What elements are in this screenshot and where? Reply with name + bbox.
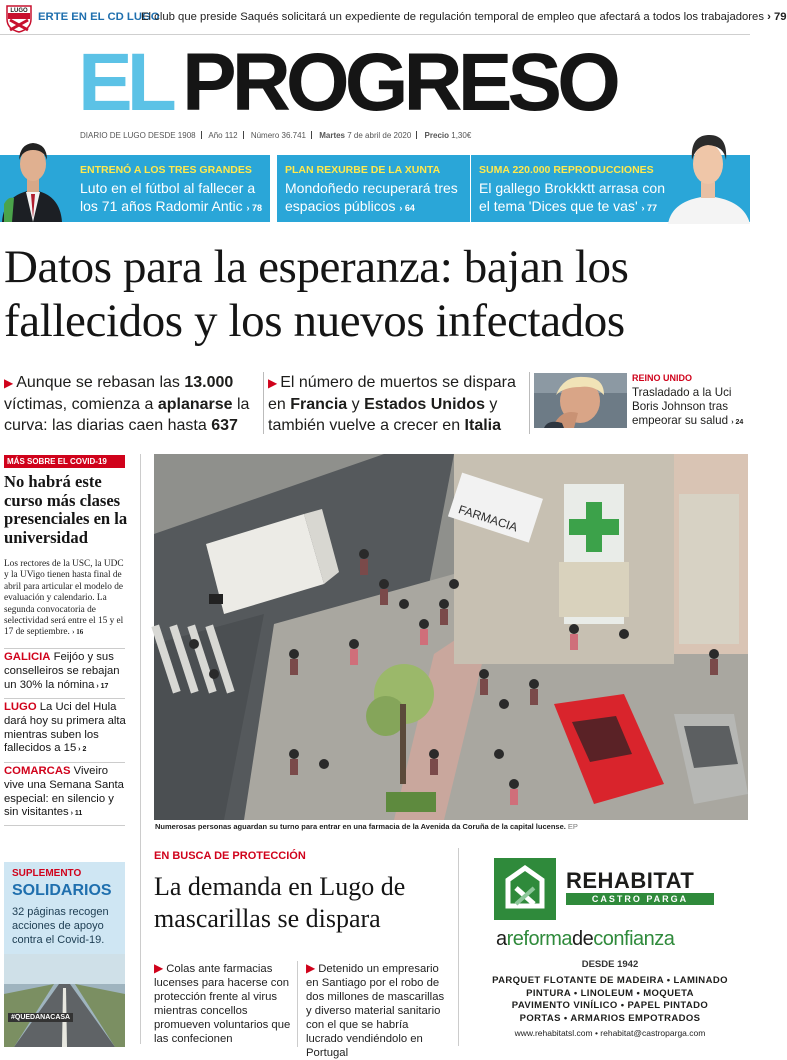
cd-lugo-crest-icon bbox=[4, 3, 34, 33]
brief-kicker: COMARCAS bbox=[4, 765, 71, 777]
logo-el: EL bbox=[78, 37, 171, 128]
ad-service-line: PAVIMENTO VINÍLICO • PAPEL PINTADO bbox=[511, 1000, 709, 1011]
divider bbox=[4, 648, 125, 649]
supplement-title: SOLIDARIOS bbox=[12, 882, 112, 899]
slogan-part: confianza bbox=[593, 928, 675, 950]
ad-brand: REHABITAT bbox=[566, 868, 695, 893]
promo-text bbox=[479, 180, 674, 217]
antic-portrait bbox=[0, 134, 66, 224]
subhead-text: la curva: las diarias caen hasta bbox=[4, 396, 250, 434]
slogan-part: a bbox=[496, 928, 507, 950]
column-divider bbox=[458, 848, 459, 1046]
brief-comarcas[interactable] bbox=[4, 765, 129, 821]
brief-kicker: LUGO bbox=[4, 701, 37, 713]
promo-kicker: PLAN REXURBE DE LA XUNTA bbox=[285, 164, 441, 176]
promo-page: › 78 bbox=[246, 202, 263, 213]
ad-since: DESDE 1942 bbox=[581, 959, 639, 970]
masks-column-1[interactable] bbox=[154, 961, 294, 1046]
brief-page: › 11 bbox=[68, 810, 83, 818]
slogan-part: de bbox=[572, 928, 594, 950]
folio-number: Número 36.741 bbox=[250, 131, 306, 140]
column-divider bbox=[529, 372, 530, 434]
folio-day: Martes bbox=[319, 131, 346, 140]
subhead-text: Aunque se rebasan las bbox=[16, 374, 185, 391]
subhead-strong: 13.000 bbox=[184, 374, 234, 391]
photo-credit: EP bbox=[567, 822, 578, 831]
promo-page: › 77 bbox=[641, 202, 658, 213]
subhead-text: y también vuelve a crecer en bbox=[268, 396, 498, 434]
supplement-body: 32 páginas recogen acciones de apoyo contra el Covid-19. bbox=[12, 906, 109, 946]
ad-slogan bbox=[496, 928, 674, 951]
university-page: › 16 bbox=[72, 628, 84, 637]
promo-kicker: SUMA 220.000 REPRODUCCIONES bbox=[479, 164, 654, 176]
masks-column-2[interactable] bbox=[306, 961, 446, 1060]
folio-since: DIARIO DE LUGO DESDE 1908 bbox=[80, 131, 196, 140]
subhead-strong: Estados Unidos bbox=[364, 396, 485, 413]
rehabitat-ad[interactable] bbox=[470, 848, 750, 1046]
uk-kicker: REINO UNIDO bbox=[632, 373, 693, 383]
masthead-logo[interactable] bbox=[78, 38, 672, 128]
masks-column-text: Colas ante farmacias lucenses para hacerse con protección frente al virus mientras concellos promueven voluntarios que las confecionen bbox=[154, 963, 291, 1045]
university-headline[interactable]: No habrá este curso más clases presenciales en la universidad bbox=[4, 472, 128, 547]
folio-date: 7 de abril de 2020 bbox=[347, 131, 412, 140]
divider bbox=[4, 762, 125, 763]
hashtag-badge: #QUEDANACASA bbox=[8, 1013, 73, 1022]
photo-caption bbox=[155, 822, 578, 831]
promo-headline: Mondoñedo recuperará tres espacios públicos bbox=[285, 180, 458, 214]
ad-services bbox=[470, 975, 750, 1025]
supplement-kicker: SUPLEMENTO bbox=[12, 868, 82, 879]
brief-text: La Uci del Hula dará hoy su primera alta mientras suben los fallecidos a 15 bbox=[4, 701, 126, 755]
promo-mondonedo[interactable] bbox=[277, 155, 470, 222]
arrow-icon: ▶ bbox=[268, 376, 278, 390]
brief-page: › 17 bbox=[94, 682, 109, 690]
university-body-text: Los rectores de la USC, la UDC y la UVigo tienen hasta final de abril para articular el modelo de evaluación y calendario. La segunda convocatoria de selectividad será entre el 15 y el 17 de septiembre. bbox=[4, 559, 124, 638]
brief-lugo[interactable] bbox=[4, 701, 129, 757]
subhead-strong: 637 bbox=[211, 417, 238, 434]
folio-line bbox=[80, 131, 680, 140]
folio-price: 1,30€ bbox=[451, 131, 472, 140]
ad-brand-sub: CASTRO PARGA bbox=[566, 893, 714, 905]
folio-price-label: Precio bbox=[424, 131, 450, 140]
promo-headline: Luto en el fútbol al fallecer a los 71 años Radomir Antic bbox=[80, 180, 256, 214]
arrow-icon: ▶ bbox=[4, 376, 14, 390]
promo-page: › 64 bbox=[399, 202, 415, 213]
top-teaser-body: El club que preside Saqués solicitará un expediente de regulación temporal de empleo que afectará a todos los trabajadores bbox=[141, 11, 764, 23]
subhead-text: y bbox=[347, 396, 365, 413]
lead-subhead-world[interactable] bbox=[268, 372, 524, 436]
column-divider bbox=[140, 454, 141, 1044]
uk-brief-page: › 24 bbox=[731, 419, 744, 426]
uk-brief[interactable] bbox=[632, 386, 750, 430]
promo-text bbox=[80, 180, 265, 217]
johnson-photo bbox=[534, 373, 627, 428]
brief-galicia[interactable] bbox=[4, 651, 129, 693]
ad-service-line: PORTAS • ARMARIOS EMPOTRADOS bbox=[519, 1012, 701, 1024]
pharmacy-queue-photo[interactable] bbox=[154, 454, 748, 820]
brief-page: › 2 bbox=[76, 746, 87, 754]
subhead-text: víctimas, comienza a bbox=[4, 396, 158, 413]
ad-service-line: PINTURA • LINOLEUM • MOQUETA bbox=[526, 987, 694, 999]
university-body bbox=[4, 559, 129, 639]
promo-headline: El gallego Brokkktt arrasa con el tema 'Dices que te vas' bbox=[479, 180, 665, 214]
column-divider bbox=[297, 961, 298, 1047]
top-teaser-text[interactable] bbox=[141, 11, 787, 23]
brief-text: Viveiro vive una Semana Santa especial: en silencio y sin visitantes bbox=[4, 765, 124, 819]
lead-subhead-spain[interactable] bbox=[4, 372, 260, 436]
uk-brief-text: Trasladado a la Uci Boris Johnson tras empeorar su salud bbox=[632, 386, 732, 427]
brief-text: Feijóo y sus conselleiros se rebajan un 30% la nómina bbox=[4, 651, 120, 691]
subhead-strong: aplanarse bbox=[157, 396, 233, 413]
top-teaser-page: › 79 bbox=[767, 11, 787, 23]
brief-kicker: GALICIA bbox=[4, 651, 51, 663]
slogan-part: reforma bbox=[506, 928, 573, 950]
divider bbox=[4, 825, 125, 826]
subhead-text: El número de muertos se dispara en bbox=[268, 374, 516, 413]
masks-column-text: Detenido un empresario en Santiago por el robo de dos millones de mascarillas y diverso material sanitario con el que se habría lucrado vendiéndolo en Portugal bbox=[306, 963, 445, 1059]
promo-kicker: ENTRENÓ A LOS TRES GRANDES bbox=[80, 164, 252, 176]
supplement-promo[interactable] bbox=[4, 862, 125, 1047]
article-kicker: EN BUSCA DE PROTECCIÓN bbox=[154, 850, 306, 862]
logo-progreso: PROGRESO bbox=[182, 37, 616, 128]
lead-headline[interactable]: Datos para la esperanza: bajan los fallecidos y los nuevos infectados bbox=[4, 241, 629, 347]
empty-road-image bbox=[4, 954, 125, 1047]
farmacia-sign-text: FARMACIA bbox=[456, 502, 520, 535]
arrow-icon: ▶ bbox=[306, 961, 316, 975]
top-kicker: ERTE EN EL CD LUGO bbox=[38, 11, 160, 23]
column-divider bbox=[263, 372, 264, 434]
subhead-strong: Italia bbox=[464, 417, 502, 434]
caption-text: Numerosas personas aguardan su turno para entrar en una farmacia de la Avenida da Coruña de la capital lucense. bbox=[155, 822, 566, 831]
covid-section-label[interactable]: MÁS SOBRE EL COVID-19 bbox=[4, 455, 125, 468]
masks-headline[interactable]: La demanda en Lugo de mascarillas se dispara bbox=[154, 872, 406, 933]
subhead-strong: Francia bbox=[290, 396, 348, 413]
crest-lettering: LUGO bbox=[10, 8, 28, 14]
ad-contact[interactable]: www.rehabitatsl.com • rehabitat@castroparga.com bbox=[514, 1028, 706, 1038]
arrow-icon: ▶ bbox=[154, 961, 164, 975]
promo-text bbox=[285, 180, 465, 217]
folio-year: Año 112 bbox=[208, 131, 238, 140]
brokkktt-portrait bbox=[668, 130, 750, 224]
rehabitat-logo-icon bbox=[494, 858, 556, 920]
ad-service-line: PARQUET FLOTANTE DE MADEIRA • LAMINADO bbox=[492, 975, 728, 986]
divider bbox=[4, 698, 125, 699]
